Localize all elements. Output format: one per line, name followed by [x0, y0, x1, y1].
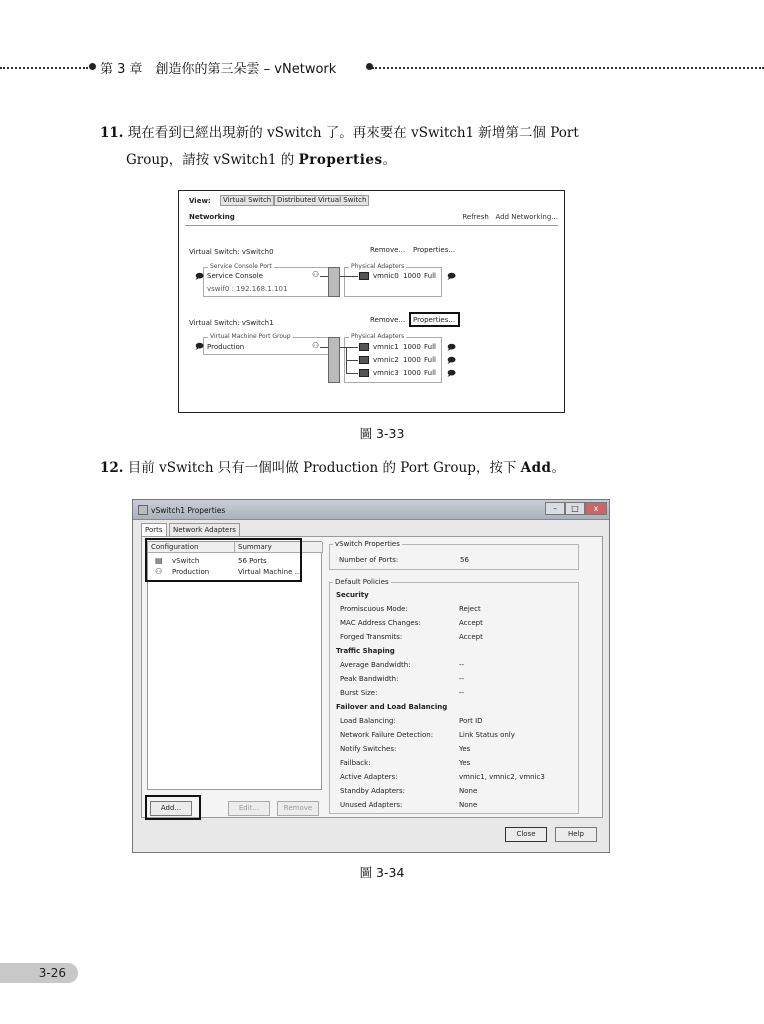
standby-adapters-value: None — [459, 787, 478, 795]
nic-icon — [359, 369, 369, 377]
num-ports-value: 56 — [460, 556, 469, 564]
window-title: vSwitch1 Properties — [151, 506, 226, 515]
add-highlight-box — [145, 795, 201, 820]
window-app-icon — [138, 505, 148, 515]
page-number: 3-26 — [0, 963, 78, 983]
peak-bandwidth-label: Peak Bandwidth: — [340, 675, 399, 683]
active-adapters-value: vmnic1, vmnic2, vmnic3 — [459, 773, 545, 781]
header-dots-right — [372, 67, 764, 69]
notify-switches-value: Yes — [459, 745, 471, 753]
step-11-number: 11. — [100, 125, 124, 141]
view-virtual-switch-button[interactable]: Virtual Switch — [220, 195, 274, 206]
failback-value: Yes — [459, 759, 471, 767]
step-11-text-3: 。 — [382, 152, 397, 168]
vmnic0-speed: 1000 — [403, 272, 421, 280]
production-label: Production — [207, 343, 245, 351]
standby-adapters-label: Standby Adapters: — [340, 787, 405, 795]
port-icon: ⚇ — [312, 341, 320, 350]
vswitch1-properties-link[interactable]: Properties... — [413, 316, 456, 324]
nic-icon — [359, 272, 369, 280]
help-button[interactable]: Help — [555, 827, 597, 842]
promiscuous-mode-value: Reject — [459, 605, 481, 613]
security-heading: Security — [336, 591, 369, 599]
traffic-shaping-heading: Traffic Shaping — [336, 647, 395, 655]
speech-bubble-icon[interactable]: 🗩 — [447, 343, 456, 352]
failback-label: Failback: — [340, 759, 371, 767]
maximize-button[interactable]: □ — [565, 502, 585, 515]
top-links — [462, 213, 558, 221]
figure-networking-view — [178, 190, 565, 413]
vmnic2-duplex: Full — [424, 356, 436, 364]
mac-changes-value: Accept — [459, 619, 483, 627]
view-distributed-switch-button[interactable]: Distributed Virtual Switch — [274, 195, 369, 206]
speech-bubble-icon[interactable]: 🗩 — [195, 342, 204, 351]
add-button[interactable]: Add... — [150, 801, 192, 816]
add-networking-link[interactable]: Add Networking... — [495, 213, 558, 221]
view-label: View: — [189, 197, 211, 205]
list-row-vswitch-summary[interactable]: 56 Ports — [238, 557, 267, 565]
load-balancing-value: Port ID — [459, 717, 483, 725]
forged-transmits-label: Forged Transmits: — [340, 633, 403, 641]
list-header-configuration[interactable]: Configuration — [148, 542, 235, 553]
vswitch0-portgroup-label: Service Console Port — [210, 263, 272, 270]
header-dots-left — [0, 67, 88, 69]
tab-ports[interactable]: Ports — [141, 523, 167, 537]
figure-caption-3-34: 圖 3-34 — [359, 865, 405, 880]
port-icon: ⚇ — [312, 270, 320, 279]
vmnic0-duplex: Full — [424, 272, 436, 280]
vswitch0-bar — [328, 267, 340, 297]
vmnic1-duplex: Full — [424, 343, 436, 351]
nic-icon — [359, 343, 369, 351]
vmnic3-speed: 1000 — [403, 369, 421, 377]
forged-transmits-value: Accept — [459, 633, 483, 641]
step-12-number: 12. — [100, 460, 124, 476]
vmnic1-name: vmnic1 — [373, 343, 399, 351]
port-group-icon: ⚇ — [155, 567, 163, 576]
vswitch0-remove-link[interactable]: Remove... — [370, 246, 406, 254]
minimize-button[interactable]: – — [545, 502, 565, 515]
step-11-line-1 — [100, 120, 660, 147]
step-12-text: 目前 vSwitch 只有一個叫做 Production 的 Port Group，按下 — [127, 460, 521, 476]
unused-adapters-label: Unused Adapters: — [340, 801, 403, 809]
list-row-production-summary[interactable]: Virtual Machine ... — [238, 568, 302, 576]
burst-size-label: Burst Size: — [340, 689, 378, 697]
networking-heading: Networking — [189, 213, 235, 221]
link-line — [340, 347, 358, 348]
unused-adapters-value: None — [459, 801, 478, 809]
average-bandwidth-label: Average Bandwidth: — [340, 661, 411, 669]
link-line — [340, 276, 358, 277]
remove-button[interactable]: Remove — [277, 801, 319, 816]
step-12-text-end: 。 — [551, 460, 565, 476]
chapter-title: 第 3 章 創造你的第三朵雲 – vNetwork — [100, 62, 337, 77]
vmnic2-speed: 1000 — [403, 356, 421, 364]
failure-detection-value: Link Status only — [459, 731, 515, 739]
failure-detection-label: Network Failure Detection: — [340, 731, 434, 739]
vswitch1-title: Virtual Switch: vSwitch1 — [189, 319, 274, 327]
vmnic2-name: vmnic2 — [373, 356, 399, 364]
switch-icon: ▤ — [155, 556, 163, 565]
step-11-bold: Properties — [298, 152, 383, 168]
vswitch1-portgroup-label: Virtual Machine Port Group — [210, 333, 291, 340]
vswitch1-bar — [328, 337, 340, 383]
list-header-summary[interactable]: Summary — [235, 542, 323, 553]
active-adapters-label: Active Adapters: — [340, 773, 398, 781]
step-11-text: 現在看到已經出現新的 vSwitch 了。再來要在 vSwitch1 新增第二個 Port — [127, 125, 579, 141]
close-button[interactable]: Close — [505, 827, 547, 842]
edit-button[interactable]: Edit... — [228, 801, 270, 816]
vmnic1-speed: 1000 — [403, 343, 421, 351]
properties-highlight-box — [409, 312, 460, 327]
vswitch0-properties-link[interactable]: Properties... — [413, 246, 456, 254]
step-11 — [100, 120, 660, 174]
num-ports-label: Number of Ports: — [339, 556, 399, 564]
vswif0-ip: vswif0 : 192.168.1.101 — [207, 285, 288, 293]
vmnic3-duplex: Full — [424, 369, 436, 377]
failover-heading: Failover and Load Balancing — [336, 703, 448, 711]
burst-size-value: -- — [459, 689, 465, 697]
vswitch1-physical-label: Physical Adapters — [351, 333, 405, 340]
window-titlebar[interactable] — [133, 500, 609, 520]
load-balancing-label: Load Balancing: — [340, 717, 396, 725]
notify-switches-label: Notify Switches: — [340, 745, 397, 753]
speech-bubble-icon[interactable]: 🗩 — [447, 369, 456, 378]
refresh-link[interactable]: Refresh — [462, 213, 489, 221]
vmnic3-name: vmnic3 — [373, 369, 399, 377]
step-11-text-2: Group，請按 vSwitch1 的 — [126, 152, 299, 168]
default-policies-legend: Default Policies — [335, 578, 389, 586]
step-12 — [100, 455, 660, 482]
tab-network-adapters[interactable]: Network Adapters — [169, 523, 240, 537]
peak-bandwidth-value: -- — [459, 675, 465, 683]
vswitch0-physical-label: Physical Adapters — [351, 263, 405, 270]
speech-bubble-icon[interactable]: 🗩 — [195, 272, 204, 281]
service-console-label: Service Console — [207, 272, 263, 280]
chapter-header — [0, 58, 764, 78]
nic-icon — [359, 356, 369, 364]
promiscuous-mode-label: Promiscuous Mode: — [340, 605, 408, 613]
link-line — [346, 360, 358, 361]
link-line — [346, 373, 358, 374]
figure-caption-3-33: 圖 3-33 — [359, 426, 405, 441]
list-highlight-box — [145, 538, 302, 582]
vswitch1-remove-link[interactable]: Remove... — [370, 316, 406, 324]
list-row-production-config[interactable]: Production — [172, 568, 210, 576]
average-bandwidth-value: -- — [459, 661, 465, 669]
step-11-line-2 — [100, 147, 660, 174]
vmnic0-name: vmnic0 — [373, 272, 399, 280]
close-window-button[interactable]: x — [585, 502, 607, 515]
speech-bubble-icon[interactable]: 🗩 — [447, 272, 456, 281]
speech-bubble-icon[interactable]: 🗩 — [447, 356, 456, 365]
vswitch1-properties-window — [132, 499, 610, 853]
separator — [185, 225, 558, 226]
step-12-bold: Add — [520, 460, 552, 476]
vswitch-properties-legend: vSwitch Properties — [335, 540, 400, 548]
list-row-vswitch-config[interactable]: vSwitch — [172, 557, 200, 565]
header-bullet-left — [89, 63, 96, 70]
mac-changes-label: MAC Address Changes: — [340, 619, 421, 627]
vswitch0-title: Virtual Switch: vSwitch0 — [189, 248, 274, 256]
